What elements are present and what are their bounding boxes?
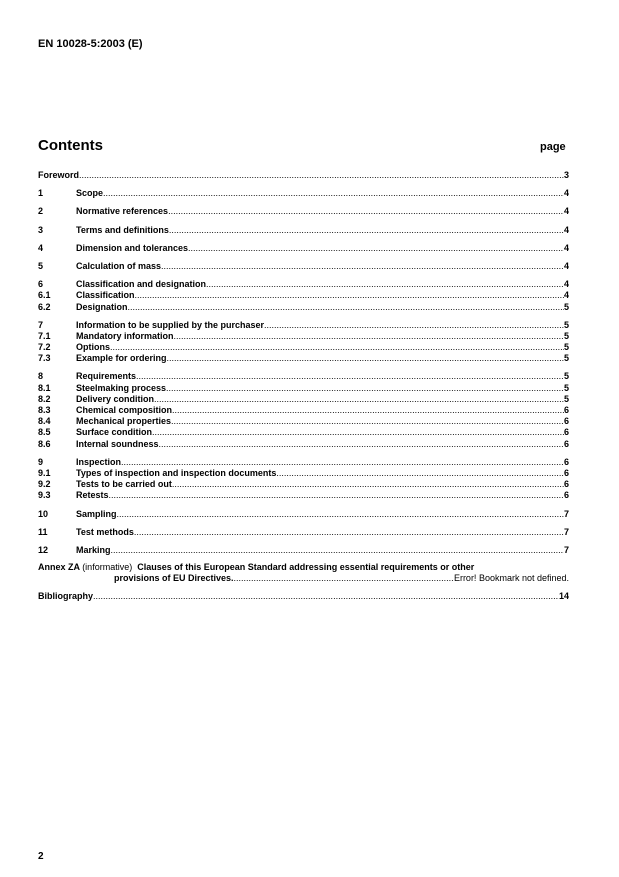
toc-entry-label: Sampling [76, 508, 117, 519]
leader-dots [93, 591, 559, 602]
toc-entry-page: 5 [563, 301, 569, 312]
toc-entry-page: 5 [563, 382, 569, 393]
leader-dots [152, 427, 564, 438]
toc-entry-page: 5 [563, 353, 569, 364]
toc-entry-label: Surface condition [76, 427, 153, 438]
toc-entry[interactable] [38, 302, 569, 313]
leader-dots [159, 439, 564, 450]
toc-entry-label: Options [76, 342, 110, 353]
toc-entry-label: Types of inspection and inspection documents [76, 467, 277, 478]
toc-entry-label: Inspection [76, 456, 122, 467]
toc-entry[interactable] [38, 320, 569, 331]
toc-entry-label: Delivery condition [76, 393, 155, 404]
toc-entry-label: Calculation of mass [76, 260, 162, 271]
toc-entry-page: 6 [563, 479, 569, 490]
toc-entry[interactable] [38, 405, 569, 416]
document-header: EN 10028-5:2003 (E) [38, 38, 143, 50]
toc-entry[interactable] [38, 509, 569, 520]
toc-entry-number: 5 [38, 260, 44, 271]
toc-entry-page: 4 [563, 260, 569, 271]
toc-entry-label: Dimension and tolerances [76, 242, 189, 253]
toc-entry-label: Chemical composition [76, 405, 173, 415]
bibliography-label: Bibliography [38, 591, 94, 602]
leader-dots [169, 225, 564, 236]
toc-entry-label: Internal soundness [76, 438, 159, 449]
toc-entry-label: Scope [76, 188, 104, 199]
leader-dots [134, 527, 564, 538]
leader-dots [188, 243, 564, 254]
toc-entry[interactable] [38, 527, 569, 538]
toc-entry-label: Requirements [76, 371, 137, 382]
toc-entry-page: 7 [563, 544, 569, 555]
toc-entry-number: 10 [38, 508, 49, 519]
toc-entry[interactable] [38, 416, 569, 427]
toc-entry-number: 4 [38, 242, 44, 253]
toc-entry[interactable] [38, 342, 569, 353]
leader-dots [117, 509, 564, 520]
leader-dots [171, 416, 564, 427]
toc-entry-number: 7 [38, 319, 44, 330]
toc-entry-number: 9.2 [38, 479, 51, 490]
leader-dots [111, 545, 564, 556]
toc-entry-label: Example for ordering [76, 353, 167, 364]
toc-entry-number: 11 [38, 526, 48, 537]
table-of-contents [38, 170, 569, 603]
toc-entry[interactable] [38, 371, 569, 382]
toc-entry-number: 7.3 [38, 353, 51, 364]
toc-entry[interactable] [38, 383, 569, 394]
toc-entry-number: 8.1 [38, 382, 51, 393]
leader-dots [172, 479, 564, 490]
toc-entry[interactable] [38, 353, 569, 364]
toc-entry[interactable] [38, 290, 569, 301]
toc-entry[interactable] [38, 206, 569, 217]
toc-entry-number: 7.2 [38, 342, 51, 353]
toc-entry-page: 5 [563, 330, 569, 341]
toc-entry-page: 4 [563, 206, 569, 217]
toc-entry[interactable] [38, 457, 569, 468]
page-column-label: page [540, 141, 566, 153]
annex-error-text: Error! Bookmark not defined. [453, 573, 569, 584]
leader-dots [103, 188, 564, 199]
toc-entry-page: 7 [563, 508, 569, 519]
toc-entry-number: 9 [38, 456, 44, 467]
toc-entry-label: Test methods [76, 526, 134, 537]
toc-entry[interactable] [38, 261, 569, 272]
page-number: 2 [38, 851, 44, 862]
toc-entry[interactable] [38, 468, 569, 479]
toc-entry-bibliography[interactable] [38, 591, 569, 602]
toc-entry-number: 7.1 [38, 330, 51, 341]
leader-dots [110, 342, 564, 353]
leader-dots [174, 331, 564, 342]
toc-entry[interactable] [38, 490, 569, 501]
toc-entry[interactable] [38, 331, 569, 342]
toc-entry-page: 6 [563, 427, 569, 438]
toc-entry[interactable] [38, 439, 569, 450]
leader-dots [168, 206, 564, 217]
leader-dots [161, 261, 564, 272]
bibliography-page: 14 [558, 591, 569, 602]
toc-entry-page: 4 [563, 279, 569, 290]
leader-dots [109, 490, 564, 501]
toc-entry-label: Retests [76, 490, 109, 501]
page-title: Contents [38, 137, 103, 154]
toc-entry-page: 6 [563, 490, 569, 501]
toc-entry-number: 6.2 [38, 301, 51, 312]
leader-dots [166, 383, 564, 394]
leader-dots [234, 573, 454, 584]
toc-entry-page: 4 [563, 242, 569, 253]
annex-title-line2: provisions of EU Directives. [114, 573, 234, 584]
toc-entry-page: 5 [563, 393, 569, 404]
toc-entry-number: 2 [38, 206, 44, 217]
toc-entry[interactable] [38, 225, 569, 236]
leader-dots [167, 353, 564, 364]
toc-entry-page: 6 [563, 456, 569, 467]
toc-entry-label: Designation [76, 301, 128, 312]
leader-dots [154, 394, 564, 405]
toc-entry-number: 8.2 [38, 393, 51, 404]
toc-entry-label: Classification [76, 290, 135, 301]
toc-entry-label: Foreword [38, 170, 80, 180]
leader-dots [121, 457, 564, 468]
toc-entry-number: 9.1 [38, 467, 51, 478]
toc-entry-page: 6 [563, 467, 569, 478]
toc-entry-page: 5 [563, 342, 569, 353]
toc-entry-label: Terms and definitions [76, 224, 169, 235]
toc-entry-page: 4 [563, 290, 569, 301]
toc-entry-page: 5 [563, 371, 569, 382]
leader-dots [128, 302, 564, 313]
leader-dots [79, 170, 564, 181]
annex-entry[interactable] [38, 562, 569, 584]
toc-entry-number: 8.6 [38, 438, 51, 449]
toc-entry[interactable] [38, 479, 569, 490]
toc-entry-label: Mechanical properties [76, 416, 172, 427]
toc-entry[interactable] [38, 279, 569, 290]
toc-entry-label: Information to be supplied by the purchaser [76, 319, 265, 330]
toc-entry-page: 7 [563, 526, 569, 537]
toc-entry-number: 6 [38, 279, 44, 290]
toc-entry-page: 3 [563, 170, 569, 180]
leader-dots [206, 279, 564, 290]
toc-entry[interactable] [38, 243, 569, 254]
toc-entry-page: 4 [563, 224, 569, 235]
toc-entry-label: Classification and designation [76, 279, 207, 290]
toc-entry-label: Mandatory information [76, 330, 174, 341]
toc-entry-label: Marking [76, 544, 111, 555]
toc-entry-number: 6.1 [38, 290, 51, 301]
toc-entry-number: 8.5 [38, 427, 51, 438]
leader-dots [276, 468, 564, 479]
annex-type: (informative) [82, 562, 133, 573]
toc-entry[interactable] [38, 427, 569, 438]
toc-entry-number: 8.4 [38, 416, 51, 427]
toc-entry-number: 8 [38, 371, 44, 382]
toc-entry-number: 3 [38, 224, 44, 235]
toc-entry-page: 6 [563, 416, 569, 427]
toc-entry-number: 8.3 [38, 405, 51, 415]
toc-entry-number: 1 [38, 188, 44, 199]
toc-entry[interactable] [38, 394, 569, 405]
toc-entry-number: 12 [38, 544, 49, 555]
leader-dots [135, 290, 564, 301]
toc-entry-page: 6 [563, 405, 569, 415]
leader-dots [136, 371, 564, 382]
toc-entry-page: 4 [563, 188, 569, 199]
toc-entry-label: Tests to be carried out [76, 479, 172, 490]
toc-entry[interactable] [38, 170, 569, 181]
toc-entry-page: 5 [563, 319, 569, 330]
toc-entry-number: 9.3 [38, 490, 51, 501]
toc-entry-label: Normative references [76, 206, 169, 217]
toc-entry-page: 6 [563, 438, 569, 449]
toc-entry-label: Steelmaking process [76, 382, 167, 393]
leader-dots [264, 320, 564, 331]
annex-title-line1: Clauses of this European Standard addressing essential requirements or other [137, 562, 475, 573]
toc-entry[interactable] [38, 545, 569, 556]
toc-entry[interactable] [38, 188, 569, 199]
leader-dots [172, 405, 564, 416]
annex-prefix: Annex ZA [38, 562, 80, 573]
